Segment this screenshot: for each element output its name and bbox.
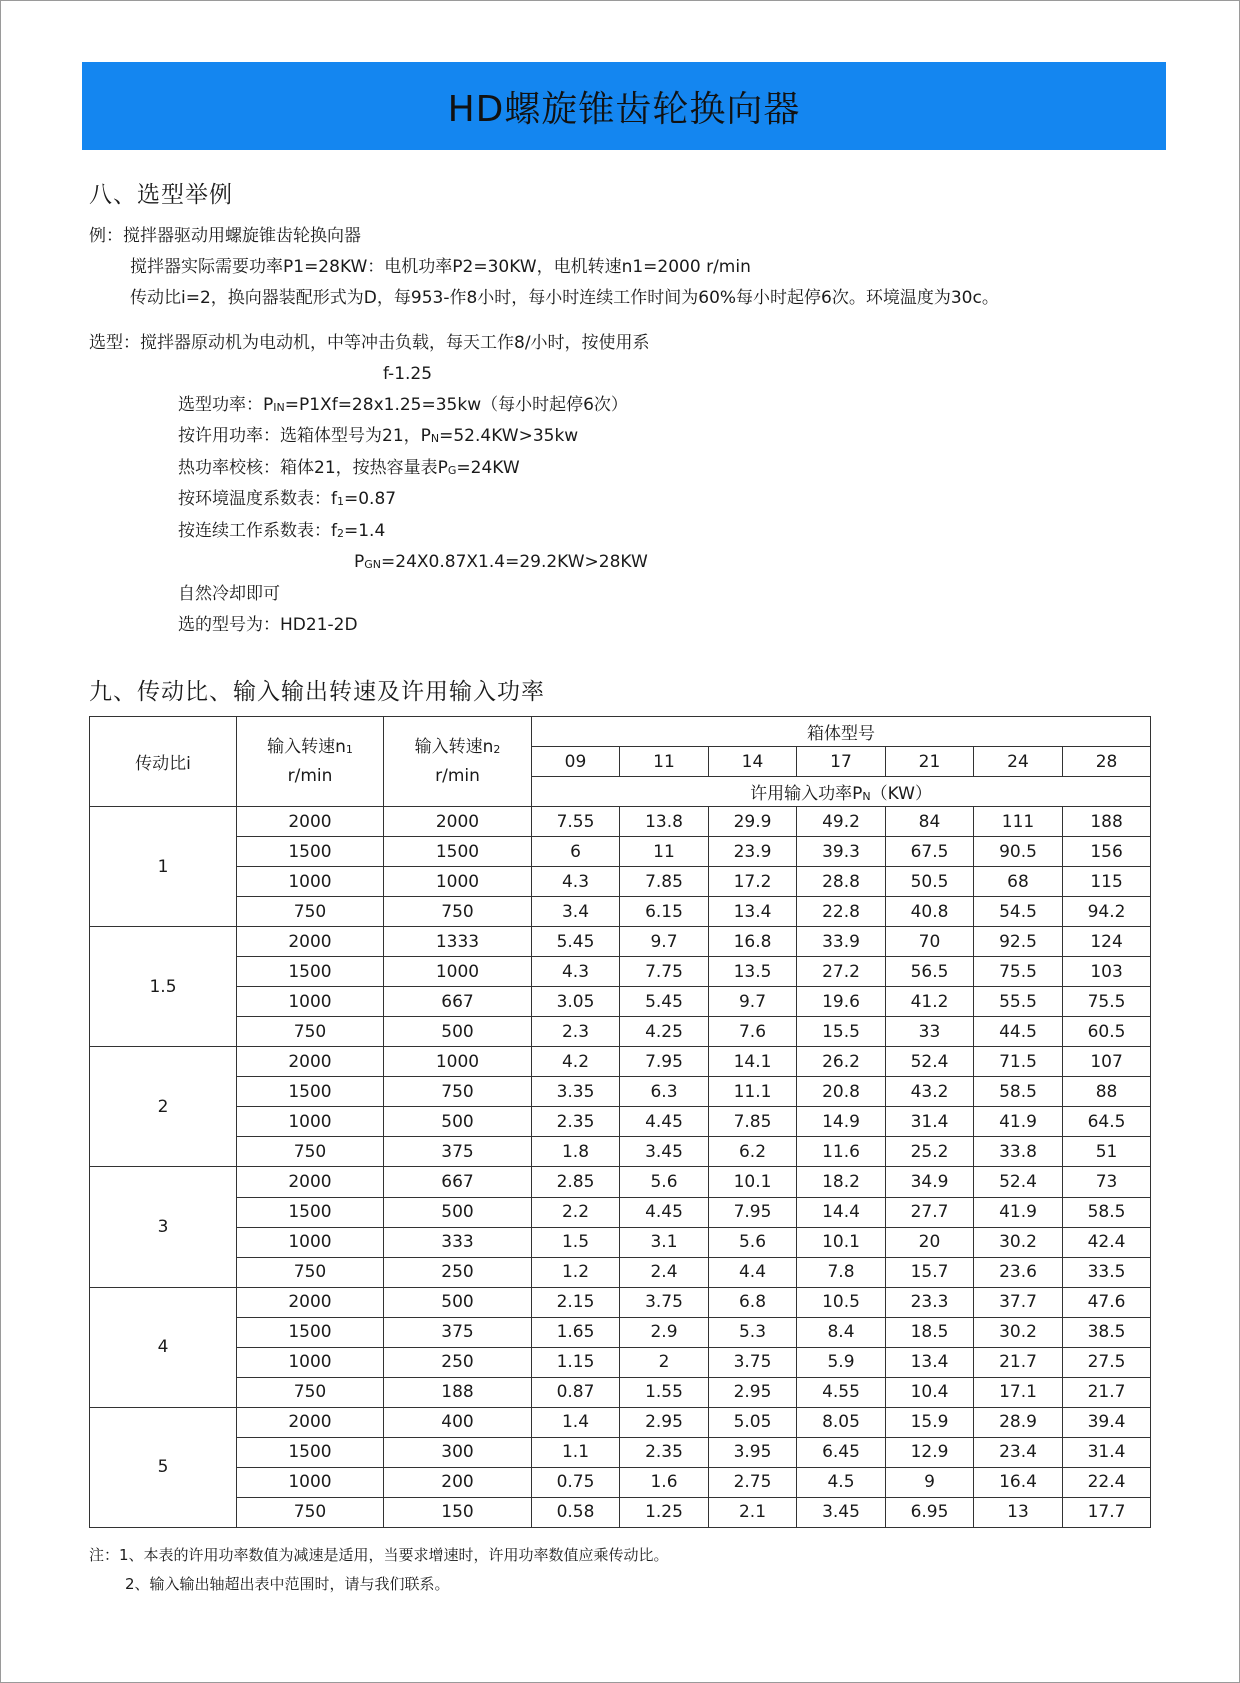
n1-cell: 1000 xyxy=(237,1467,384,1497)
power-cell: 19.6 xyxy=(797,987,886,1017)
power-cell: 6.15 xyxy=(620,897,709,927)
power-cell: 13.5 xyxy=(709,957,797,987)
power-cell: 73 xyxy=(1063,1167,1151,1197)
power-cell: 23.3 xyxy=(886,1287,974,1317)
header-size-cell: 14 xyxy=(709,747,797,777)
n1-cell: 1500 xyxy=(237,1317,384,1347)
n1-cell: 750 xyxy=(237,1017,384,1047)
power-cell: 9.7 xyxy=(709,987,797,1017)
n2-cell: 500 xyxy=(384,1197,532,1227)
power-cell: 7.8 xyxy=(797,1257,886,1287)
power-cell: 49.2 xyxy=(797,807,886,837)
power-cell: 1.6 xyxy=(620,1467,709,1497)
power-cell: 3.35 xyxy=(532,1077,620,1107)
n1-cell: 1500 xyxy=(237,957,384,987)
selection-intro: 选型：搅拌器原动机为电动机，中等冲击负载，每天工作8/小时，按使用系 xyxy=(89,333,650,353)
power-cell: 39.4 xyxy=(1063,1407,1151,1437)
power-cell: 33.9 xyxy=(797,927,886,957)
power-cell: 2.85 xyxy=(532,1167,620,1197)
selection-result: 选的型号为：HD21-2D xyxy=(178,615,358,635)
power-cell: 6.2 xyxy=(709,1137,797,1167)
power-cell: 4.3 xyxy=(532,867,620,897)
header-power-label: 许用输入功率PN（KW） xyxy=(532,777,1151,807)
power-cell: 28.8 xyxy=(797,867,886,897)
power-cell: 22.4 xyxy=(1063,1467,1151,1497)
n2-cell: 667 xyxy=(384,987,532,1017)
power-cell: 0.75 xyxy=(532,1467,620,1497)
power-cell: 40.8 xyxy=(886,897,974,927)
power-cell: 5.9 xyxy=(797,1347,886,1377)
power-cell: 4.4 xyxy=(709,1257,797,1287)
n2-cell: 200 xyxy=(384,1467,532,1497)
n2-cell: 400 xyxy=(384,1407,532,1437)
power-cell: 0.87 xyxy=(532,1377,620,1407)
power-cell: 12.9 xyxy=(886,1437,974,1467)
power-cell: 5.05 xyxy=(709,1407,797,1437)
n1-cell: 1500 xyxy=(237,837,384,867)
power-cell: 20 xyxy=(886,1227,974,1257)
table-row xyxy=(90,1137,1151,1167)
table-row xyxy=(90,1017,1151,1047)
power-cell: 15.9 xyxy=(886,1407,974,1437)
power-cell: 1.25 xyxy=(620,1497,709,1527)
n2-cell: 1500 xyxy=(384,837,532,867)
power-cell: 60.5 xyxy=(1063,1017,1151,1047)
table-row xyxy=(90,1407,1151,1437)
n2-cell: 333 xyxy=(384,1227,532,1257)
power-cell: 23.4 xyxy=(974,1437,1063,1467)
power-cell: 37.7 xyxy=(974,1287,1063,1317)
example-label: 例：搅拌器驱动用螺旋锥齿轮换向器 xyxy=(89,226,361,246)
table-row xyxy=(90,1497,1151,1527)
power-cell: 2.4 xyxy=(620,1257,709,1287)
power-cell: 47.6 xyxy=(1063,1287,1151,1317)
power-cell: 14.1 xyxy=(709,1047,797,1077)
power-cell: 41.9 xyxy=(974,1107,1063,1137)
power-cell: 4.55 xyxy=(797,1377,886,1407)
n1-cell: 1500 xyxy=(237,1197,384,1227)
power-table xyxy=(89,716,1151,1528)
power-cell: 6.95 xyxy=(886,1497,974,1527)
power-cell: 8.05 xyxy=(797,1407,886,1437)
power-cell: 1.55 xyxy=(620,1377,709,1407)
power-cell: 27.5 xyxy=(1063,1347,1151,1377)
power-cell: 21.7 xyxy=(974,1347,1063,1377)
n2-cell: 1000 xyxy=(384,867,532,897)
power-cell: 29.9 xyxy=(709,807,797,837)
power-cell: 31.4 xyxy=(1063,1437,1151,1467)
table-row xyxy=(90,987,1151,1017)
table-row xyxy=(90,957,1151,987)
power-cell: 34.9 xyxy=(886,1167,974,1197)
power-cell: 42.4 xyxy=(1063,1227,1151,1257)
power-cell: 10.5 xyxy=(797,1287,886,1317)
power-cell: 88 xyxy=(1063,1077,1151,1107)
table-row xyxy=(90,1287,1151,1317)
power-cell: 52.4 xyxy=(974,1167,1063,1197)
power-cell: 84 xyxy=(886,807,974,837)
power-cell: 11.6 xyxy=(797,1137,886,1167)
header-size-cell: 17 xyxy=(797,747,886,777)
power-cell: 16.4 xyxy=(974,1467,1063,1497)
n2-cell: 250 xyxy=(384,1347,532,1377)
power-cell: 75.5 xyxy=(1063,987,1151,1017)
n1-cell: 2000 xyxy=(237,1407,384,1437)
page-title: HD螺旋锥齿轮换向器 xyxy=(447,88,801,130)
selection-factor: f-1.25 xyxy=(383,364,433,384)
power-cell: 1.1 xyxy=(532,1437,620,1467)
power-cell: 39.3 xyxy=(797,837,886,867)
power-cell: 4.25 xyxy=(620,1017,709,1047)
table-row xyxy=(90,1047,1151,1077)
table-row xyxy=(90,1437,1151,1467)
n1-cell: 2000 xyxy=(237,1047,384,1077)
power-cell: 6 xyxy=(532,837,620,867)
power-cell: 64.5 xyxy=(1063,1107,1151,1137)
power-cell: 68 xyxy=(974,867,1063,897)
power-cell: 33.8 xyxy=(974,1137,1063,1167)
n1-cell: 1000 xyxy=(237,1347,384,1377)
power-cell: 3.1 xyxy=(620,1227,709,1257)
power-cell: 1.15 xyxy=(532,1347,620,1377)
header-n1: 输入转速n1 r/min xyxy=(237,717,384,807)
power-cell: 58.5 xyxy=(974,1077,1063,1107)
power-cell: 21.7 xyxy=(1063,1377,1151,1407)
n2-cell: 1000 xyxy=(384,957,532,987)
title-banner xyxy=(82,62,1166,150)
n2-cell: 2000 xyxy=(384,807,532,837)
power-cell: 33 xyxy=(886,1017,974,1047)
power-cell: 7.75 xyxy=(620,957,709,987)
power-cell: 70 xyxy=(886,927,974,957)
power-cell: 56.5 xyxy=(886,957,974,987)
power-cell: 43.2 xyxy=(886,1077,974,1107)
power-cell: 1.5 xyxy=(532,1227,620,1257)
n2-cell: 188 xyxy=(384,1377,532,1407)
example-line-2: 传动比i=2，换向器装配形式为D，每953-作8小时，每小时连续工作时间为60%每小时起停6次。环境温度为30c。 xyxy=(130,288,999,308)
header-size-cell: 21 xyxy=(886,747,974,777)
power-cell: 50.5 xyxy=(886,867,974,897)
power-cell: 15.5 xyxy=(797,1017,886,1047)
power-cell: 4.45 xyxy=(620,1197,709,1227)
power-cell: 115 xyxy=(1063,867,1151,897)
table-row xyxy=(90,1167,1151,1197)
ratio-cell: 3 xyxy=(90,1167,237,1287)
n1-cell: 1500 xyxy=(237,1437,384,1467)
n2-cell: 375 xyxy=(384,1317,532,1347)
power-cell: 13.4 xyxy=(709,897,797,927)
table-row xyxy=(90,1107,1151,1137)
power-cell: 17.7 xyxy=(1063,1497,1151,1527)
table-row xyxy=(90,1317,1151,1347)
power-cell: 7.95 xyxy=(709,1197,797,1227)
table-row xyxy=(90,1197,1151,1227)
n2-cell: 500 xyxy=(384,1017,532,1047)
power-cell: 30.2 xyxy=(974,1317,1063,1347)
table-row xyxy=(90,1227,1151,1257)
n1-cell: 750 xyxy=(237,1137,384,1167)
n2-cell: 150 xyxy=(384,1497,532,1527)
power-cell: 2.95 xyxy=(709,1377,797,1407)
n1-cell: 1000 xyxy=(237,1107,384,1137)
power-cell: 2.15 xyxy=(532,1287,620,1317)
power-cell: 38.5 xyxy=(1063,1317,1151,1347)
section-8-heading: 八、选型举例 xyxy=(89,182,233,208)
power-cell: 3.45 xyxy=(620,1137,709,1167)
power-cell: 4.2 xyxy=(532,1047,620,1077)
selection-cooling: 自然冷却即可 xyxy=(178,584,280,604)
table-row xyxy=(90,1377,1151,1407)
power-cell: 7.95 xyxy=(620,1047,709,1077)
power-cell: 27.7 xyxy=(886,1197,974,1227)
n1-cell: 1000 xyxy=(237,987,384,1017)
power-cell: 8.4 xyxy=(797,1317,886,1347)
power-cell: 30.2 xyxy=(974,1227,1063,1257)
power-cell: 1.2 xyxy=(532,1257,620,1287)
header-n2: 输入转速n2 r/min xyxy=(384,717,532,807)
ratio-cell: 4 xyxy=(90,1287,237,1407)
ratio-cell: 5 xyxy=(90,1407,237,1527)
table-row xyxy=(90,1347,1151,1377)
power-cell: 9.7 xyxy=(620,927,709,957)
power-cell: 5.45 xyxy=(620,987,709,1017)
n1-cell: 2000 xyxy=(237,927,384,957)
power-cell: 4.5 xyxy=(797,1467,886,1497)
power-cell: 1.8 xyxy=(532,1137,620,1167)
power-cell: 2.95 xyxy=(620,1407,709,1437)
selection-temp-factor: 按环境温度系数表：f1=0.87 xyxy=(178,489,397,509)
power-cell: 23.6 xyxy=(974,1257,1063,1287)
power-cell: 1.4 xyxy=(532,1407,620,1437)
table-row xyxy=(90,867,1151,897)
power-cell: 111 xyxy=(974,807,1063,837)
header-box-type: 箱体型号 xyxy=(532,717,1151,747)
n2-cell: 300 xyxy=(384,1437,532,1467)
power-cell: 14.4 xyxy=(797,1197,886,1227)
power-cell: 54.5 xyxy=(974,897,1063,927)
n2-cell: 1000 xyxy=(384,1047,532,1077)
power-cell: 52.4 xyxy=(886,1047,974,1077)
power-cell: 17.1 xyxy=(974,1377,1063,1407)
power-cell: 44.5 xyxy=(974,1017,1063,1047)
header-size-cell: 24 xyxy=(974,747,1063,777)
power-cell: 11 xyxy=(620,837,709,867)
power-cell: 67.5 xyxy=(886,837,974,867)
power-cell: 55.5 xyxy=(974,987,1063,1017)
table-row xyxy=(90,1257,1151,1287)
power-cell: 3.05 xyxy=(532,987,620,1017)
power-cell: 15.7 xyxy=(886,1257,974,1287)
power-cell: 5.6 xyxy=(709,1227,797,1257)
power-cell: 156 xyxy=(1063,837,1151,867)
power-cell: 13.4 xyxy=(886,1347,974,1377)
power-cell: 3.45 xyxy=(797,1497,886,1527)
selection-power: 选型功率：PIN=P1Xf=28x1.25=35kw（每小时起停6次） xyxy=(178,395,628,415)
n2-cell: 500 xyxy=(384,1107,532,1137)
power-cell: 2.35 xyxy=(620,1437,709,1467)
n1-cell: 750 xyxy=(237,1257,384,1287)
n1-cell: 2000 xyxy=(237,1167,384,1197)
n2-cell: 500 xyxy=(384,1287,532,1317)
power-cell: 4.3 xyxy=(532,957,620,987)
power-cell: 58.5 xyxy=(1063,1197,1151,1227)
power-cell: 2.2 xyxy=(532,1197,620,1227)
power-cell: 17.2 xyxy=(709,867,797,897)
power-cell: 51 xyxy=(1063,1137,1151,1167)
n1-cell: 750 xyxy=(237,1377,384,1407)
n1-cell: 750 xyxy=(237,1497,384,1527)
power-cell: 10.1 xyxy=(709,1167,797,1197)
power-cell: 3.95 xyxy=(709,1437,797,1467)
power-cell: 10.4 xyxy=(886,1377,974,1407)
power-cell: 107 xyxy=(1063,1047,1151,1077)
selection-continuous-factor: 按连续工作系数表：f2=1.4 xyxy=(178,521,386,541)
selection-pgn-calc: PGN=24X0.87X1.4=29.2KW>28KW xyxy=(354,552,648,572)
power-cell: 9 xyxy=(886,1467,974,1497)
power-cell: 7.6 xyxy=(709,1017,797,1047)
power-cell: 0.58 xyxy=(532,1497,620,1527)
n1-cell: 2000 xyxy=(237,1287,384,1317)
power-cell: 2.1 xyxy=(709,1497,797,1527)
power-cell: 26.2 xyxy=(797,1047,886,1077)
power-cell: 20.8 xyxy=(797,1077,886,1107)
power-cell: 41.9 xyxy=(974,1197,1063,1227)
power-cell: 5.3 xyxy=(709,1317,797,1347)
n2-cell: 1333 xyxy=(384,927,532,957)
power-cell: 18.2 xyxy=(797,1167,886,1197)
note-1: 注：1、本表的许用功率数值为减速是适用，当要求增速时，许用功率数值应乘传动比。 xyxy=(89,1546,669,1564)
power-cell: 188 xyxy=(1063,807,1151,837)
power-cell: 7.85 xyxy=(620,867,709,897)
power-cell: 5.45 xyxy=(532,927,620,957)
ratio-cell: 1 xyxy=(90,807,237,927)
power-cell: 23.9 xyxy=(709,837,797,867)
power-cell: 3.75 xyxy=(709,1347,797,1377)
n2-cell: 750 xyxy=(384,897,532,927)
power-cell: 10.1 xyxy=(797,1227,886,1257)
header-size-cell: 28 xyxy=(1063,747,1151,777)
power-cell: 41.2 xyxy=(886,987,974,1017)
n1-cell: 1000 xyxy=(237,1227,384,1257)
power-cell: 25.2 xyxy=(886,1137,974,1167)
power-cell: 18.5 xyxy=(886,1317,974,1347)
power-cell: 33.5 xyxy=(1063,1257,1151,1287)
power-cell: 92.5 xyxy=(974,927,1063,957)
power-cell: 2.3 xyxy=(532,1017,620,1047)
ratio-cell: 2 xyxy=(90,1047,237,1167)
table-row xyxy=(90,807,1151,837)
header-ratio: 传动比i xyxy=(90,717,237,807)
header-size-cell: 11 xyxy=(620,747,709,777)
table-row xyxy=(90,1467,1151,1497)
n1-cell: 1500 xyxy=(237,1077,384,1107)
table-row xyxy=(90,897,1151,927)
n2-cell: 250 xyxy=(384,1257,532,1287)
power-cell: 14.9 xyxy=(797,1107,886,1137)
table-row xyxy=(90,927,1151,957)
power-cell: 7.85 xyxy=(709,1107,797,1137)
power-cell: 6.8 xyxy=(709,1287,797,1317)
section-9-heading: 九、传动比、输入输出转速及许用输入功率 xyxy=(89,679,545,705)
power-cell: 124 xyxy=(1063,927,1151,957)
power-cell: 4.45 xyxy=(620,1107,709,1137)
n1-cell: 2000 xyxy=(237,807,384,837)
power-cell: 75.5 xyxy=(974,957,1063,987)
power-cell: 2.75 xyxy=(709,1467,797,1497)
power-cell: 2.35 xyxy=(532,1107,620,1137)
table-row xyxy=(90,1077,1151,1107)
note-2: 2、输入输出轴超出表中范围时，请与我们联系。 xyxy=(125,1575,450,1593)
n2-cell: 750 xyxy=(384,1077,532,1107)
selection-allowed-power: 按许用功率：选箱体型号为21，PN=52.4KW>35kw xyxy=(178,426,579,446)
power-cell: 6.45 xyxy=(797,1437,886,1467)
power-cell: 90.5 xyxy=(974,837,1063,867)
n2-cell: 667 xyxy=(384,1167,532,1197)
power-cell: 13 xyxy=(974,1497,1063,1527)
n1-cell: 1000 xyxy=(237,867,384,897)
power-cell: 71.5 xyxy=(974,1047,1063,1077)
power-cell: 13.8 xyxy=(620,807,709,837)
ratio-cell: 1.5 xyxy=(90,927,237,1047)
n2-cell: 375 xyxy=(384,1137,532,1167)
power-cell: 11.1 xyxy=(709,1077,797,1107)
power-cell: 27.2 xyxy=(797,957,886,987)
selection-thermal-check: 热功率校核：箱体21，按热容量表PG=24KW xyxy=(178,458,520,478)
power-cell: 22.8 xyxy=(797,897,886,927)
power-cell: 7.55 xyxy=(532,807,620,837)
power-cell: 16.8 xyxy=(709,927,797,957)
example-line-1: 搅拌器实际需要功率P1=28KW：电机功率P2=30KW，电机转速n1=2000 r/min xyxy=(130,257,751,277)
table-row xyxy=(90,837,1151,867)
power-cell: 2 xyxy=(620,1347,709,1377)
power-cell: 94.2 xyxy=(1063,897,1151,927)
power-cell: 31.4 xyxy=(886,1107,974,1137)
power-cell: 103 xyxy=(1063,957,1151,987)
power-cell: 6.3 xyxy=(620,1077,709,1107)
power-cell: 5.6 xyxy=(620,1167,709,1197)
power-cell: 1.65 xyxy=(532,1317,620,1347)
n1-cell: 750 xyxy=(237,897,384,927)
power-cell: 3.4 xyxy=(532,897,620,927)
header-size-cell: 09 xyxy=(532,747,620,777)
power-cell: 28.9 xyxy=(974,1407,1063,1437)
power-cell: 2.9 xyxy=(620,1317,709,1347)
power-cell: 3.75 xyxy=(620,1287,709,1317)
